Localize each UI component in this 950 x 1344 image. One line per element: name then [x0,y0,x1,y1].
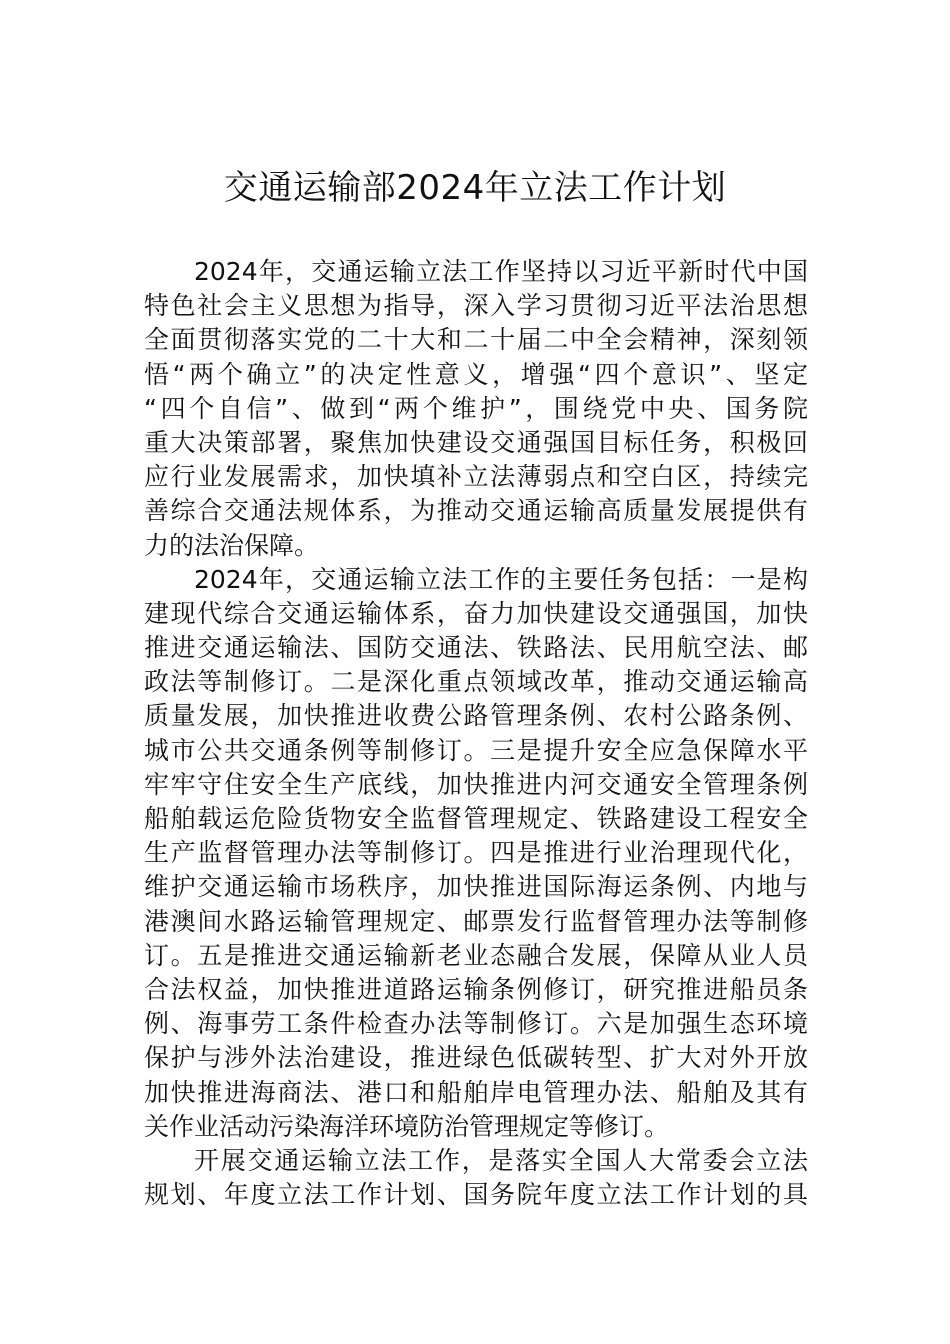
body-text-line: 例、海事劳工条件检查办法等制修订。六是加强生态环境 [144,1009,808,1039]
body-text-line: 悟“两个确立”的决定性意义，增强“四个意识”、坚定 [144,359,808,389]
body-text-line: 2024年，交通运输立法工作坚持以习近平新时代中国 [194,257,808,286]
body-text-line: “四个自信”、做到“两个维护”，围绕党中央、国务院 [144,393,808,423]
body-text-line: 生产监督管理办法等制修订。四是推进行业治理现代化， [144,838,808,868]
body-text-line: 质量发展，加快推进收费公路管理条例、农村公路条例、 [144,701,808,731]
document-body [144,255,808,1212]
body-text-line: 政法等制修订。二是深化重点领域改革，推动交通运输高 [144,667,808,697]
document-title: 交通运输部2024年立法工作计划 [223,168,727,208]
body-text-line: 推进交通运输法、国防交通法、铁路法、民用航空法、邮 [144,633,808,663]
body-text-line: 力的法治保障。 [144,530,320,560]
body-text-line: 建现代综合交通运输体系，奋力加快建设交通强国，加快 [144,598,808,628]
body-text-line: 善综合交通法规体系，为推动交通运输高质量发展提供有 [144,496,808,526]
body-text-line: 城市公共交通条例等制修订。三是提升安全应急保障水平 [144,735,808,765]
body-text-line: 重大决策部署，聚焦加快建设交通强国目标任务，积极回 [144,427,808,457]
body-text-line: 保护与涉外法治建设，推进绿色低碳转型、扩大对外开放 [144,1043,808,1073]
body-text-line: 应行业发展需求，加快填补立法薄弱点和空白区，持续完 [144,462,808,492]
body-text-line: 关作业活动污染海洋环境防治管理规定等修订。 [144,1111,670,1141]
body-text-line: 船舶载运危险货物安全监督管理规定、铁路建设工程安全 [144,804,808,833]
body-text-line: 维护交通运输市场秩序，加快推进国际海运条例、内地与 [144,872,808,902]
body-text-line: 牢牢守住安全生产底线，加快推进内河交通安全管理条例 [144,769,808,799]
body-text-line: 合法权益，加快推进道路运输条例修订，研究推进船员条 [144,974,808,1004]
body-text-line: 开展交通运输立法工作，是落实全国人大常委会立法 [194,1145,808,1175]
body-text-line: 特色社会主义思想为指导，深入学习贯彻习近平法治思想 [144,291,808,321]
body-text-line: 订。五是推进交通运输新老业态融合发展，保障从业人员 [144,940,808,970]
body-text-line: 2024年，交通运输立法工作的主要任务包括：一是构 [194,564,808,594]
body-text-line: 加快推进海商法、港口和船舶岸电管理办法、船舶及其有 [144,1077,808,1107]
body-text-line: 全面贯彻落实党的二十大和二十届二中全会精神，深刻领 [144,325,808,355]
body-text-line: 港澳间水路运输管理规定、邮票发行监督管理办法等制修 [144,906,808,936]
body-text-line: 规划、年度立法工作计划、国务院年度立法工作计划的具 [144,1180,808,1210]
